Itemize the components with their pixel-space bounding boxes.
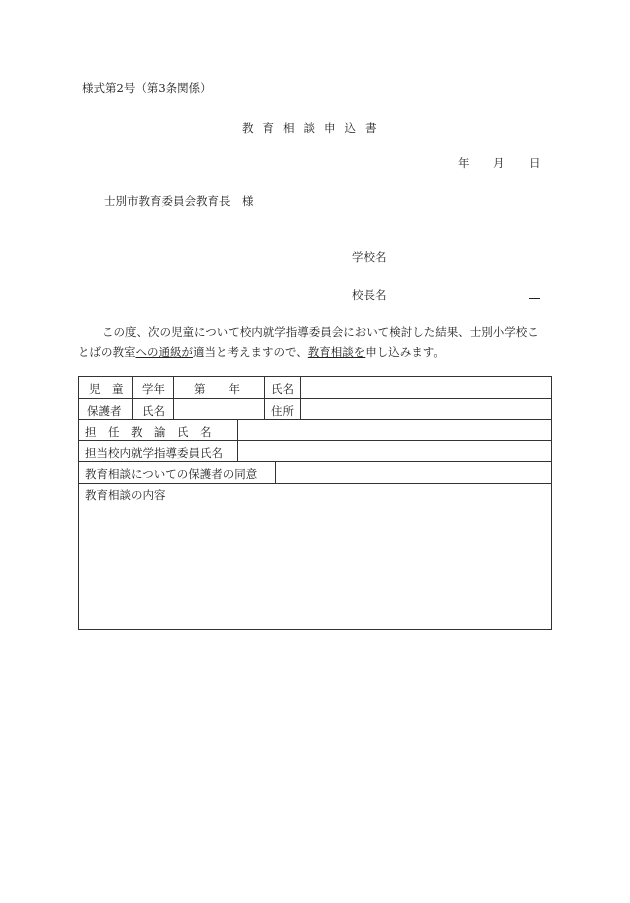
child-name-field[interactable] xyxy=(301,377,551,398)
date-year-label: 年 xyxy=(458,156,470,170)
guardian-name-field[interactable] xyxy=(174,399,265,419)
form-number: 様式第2号（第3条関係） xyxy=(82,81,212,95)
consent-field[interactable] xyxy=(276,462,551,483)
paragraph-line-1: この度、次の児童について校内就学指導委員会において検討した結果、士別小学校こ xyxy=(102,325,539,339)
consent-label-cell xyxy=(79,462,276,483)
child-name-label: 氏名 xyxy=(271,382,294,396)
date-month-label: 月 xyxy=(493,156,505,170)
grade-label-cell xyxy=(133,377,174,398)
committee-label-cell xyxy=(79,441,238,461)
teacher-label: 担 任 教 諭 氏 名 xyxy=(85,425,212,439)
guardian-row xyxy=(79,399,551,420)
guardian-name-label: 氏名 xyxy=(142,404,165,418)
child-row xyxy=(79,377,551,399)
address-label-cell xyxy=(265,399,301,419)
grade-value: 第 年 xyxy=(194,382,240,396)
paragraph-line-2 xyxy=(78,342,557,362)
teacher-row xyxy=(79,420,551,441)
principal-seal-line xyxy=(529,298,540,299)
committee-label: 担当校内就学指導委員氏名 xyxy=(85,446,223,460)
guardian-label: 保護者 xyxy=(87,404,122,418)
consent-row xyxy=(79,462,551,484)
grade-value-cell[interactable] xyxy=(174,377,265,398)
form-title: 教育相談申込書 xyxy=(242,121,386,135)
date-day-label: 日 xyxy=(529,156,541,170)
address-field[interactable] xyxy=(301,399,551,419)
content-label: 教育相談の内容 xyxy=(85,488,166,502)
teacher-name-field[interactable] xyxy=(238,420,551,440)
addressee: 士別市教育委員会教育長 様 xyxy=(104,194,254,208)
guardian-label-cell xyxy=(79,399,133,419)
text-appropriate: 適当と考えますので、 xyxy=(193,345,308,359)
consultation-table xyxy=(78,376,552,630)
principal-name-label: 校長名 xyxy=(352,288,387,302)
address-label: 住所 xyxy=(271,404,294,418)
consent-label: 教育相談についての保護者の同意 xyxy=(85,467,258,481)
child-label: 児 童 xyxy=(89,382,124,396)
content-row[interactable] xyxy=(79,484,551,629)
text-consultation: 教育相談を xyxy=(307,345,366,359)
text-attendance: への通級が xyxy=(135,345,193,359)
text-apply: 申し込みます。 xyxy=(365,345,445,359)
school-name-label: 学校名 xyxy=(352,250,387,264)
child-label-cell xyxy=(79,377,133,398)
teacher-label-cell xyxy=(79,420,238,440)
child-name-label-cell xyxy=(265,377,301,398)
committee-name-field[interactable] xyxy=(238,441,551,461)
text-classroom: とばの教室 xyxy=(78,345,136,359)
grade-label: 学年 xyxy=(142,382,165,396)
guardian-name-label-cell xyxy=(133,399,174,419)
committee-row xyxy=(79,441,551,462)
request-paragraph xyxy=(78,322,557,362)
